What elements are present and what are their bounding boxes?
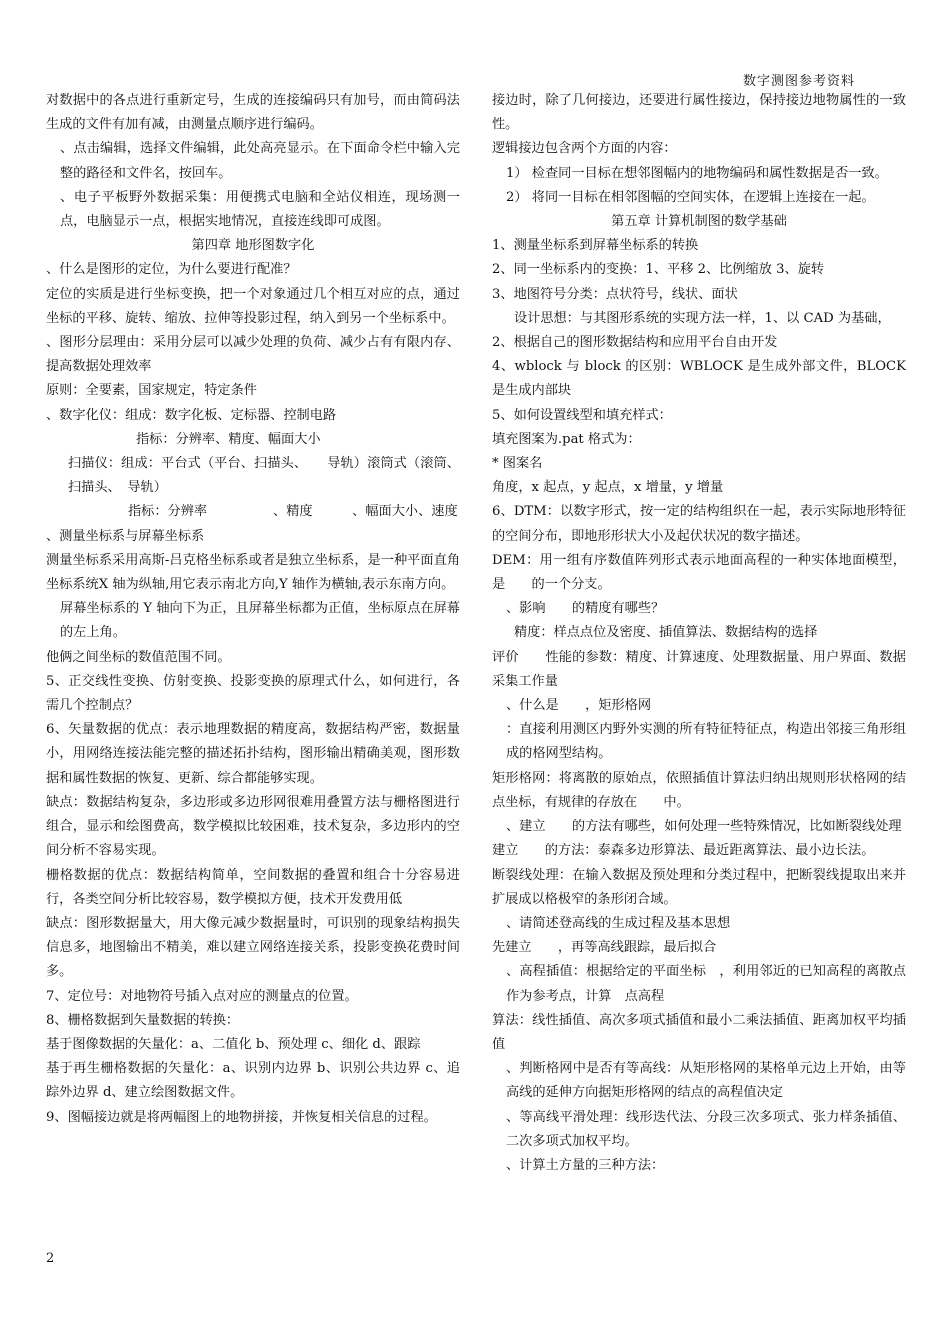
paragraph: 2、根据自己的图形数据结构和应用平台自由开发	[492, 335, 778, 351]
paragraph: 接边时，除了几何接边，还要进行属性接边，保持接边地物属性的一致性。	[492, 93, 906, 133]
chapter-heading: 第四章 地形图数字化	[191, 238, 315, 254]
paragraph: 7、定位号：对地物符号插入点对应的测量点的位置。	[46, 988, 358, 1004]
paragraph: 原则：全要素，国家规定，特定条件	[46, 383, 257, 399]
list-item: 2） 将同一目标在相邻图幅的空间实体，在逻辑上连接在一起。	[506, 189, 875, 205]
paragraph: 8、栅格数据到矢量数据的转换：	[46, 1012, 240, 1028]
paragraph: 、点击编辑，选择文件编辑，此处高亮显示。在下面命令栏中输入完整的路径和文件名，按回车。	[60, 141, 460, 181]
paragraph: 、请简述登高线的生成过程及基本思想	[506, 915, 731, 931]
paragraph: 屏幕坐标系的 Y 轴向下为正，且屏幕坐标都为正值，坐标原点在屏幕的左上角。	[60, 601, 460, 641]
paragraph: 、电子平板野外数据采集：用便携式电脑和全站仪相连，现场测一点，电脑显示一点，根据实地情况，直接连线即可成图。	[60, 189, 460, 230]
paragraph: 测量坐标系采用高斯-吕克格坐标系或者是独立坐标系，是一种平面直角坐标系统X 轴为纵轴,用它表示南北方向,Y 轴作为横轴,表示东南方向。	[46, 552, 460, 593]
paragraph: 指标：分辨率、精度、幅面大小	[136, 431, 321, 447]
paragraph: 缺点：图形数据量大，用大像元减少数据量时，可识别的现象结构损失信息多，地图输出不精美，难以建立网络连接关系，投影变换花费时间多。	[46, 915, 460, 980]
page-header: 数字测图参考资料	[743, 74, 856, 89]
list-item: 1） 检查同一目标在想邻图幅内的地物编码和属性数据是否一致。	[506, 165, 888, 181]
paragraph: 、什么是 ，矩形格网	[506, 698, 652, 714]
paragraph: 、影响 的精度有哪些？	[506, 601, 665, 617]
paragraph: 缺点：数据结构复杂，多边形或多边形网很难用叠置方法与栅格图进行组合，显示和绘图费高，数学模拟比较困难，技术复杂，多边形内的空间分析不容易实现。	[46, 794, 460, 859]
paragraph: 设计思想：与其图形系统的实现方法一样，1、以 CAD 为基础，	[514, 310, 891, 326]
page-number: 2	[46, 1251, 55, 1266]
paragraph: 基于图像数据的矢量化：a、二值化 b、预处理 c、细化 d、跟踪	[46, 1036, 421, 1052]
paragraph: 指标：分辨率 、精度 、幅面大小、速度	[128, 504, 458, 520]
paragraph: 6、矢量数据的优点：表示地理数据的精度高，数据结构严密，数据量小，用网络连接法能完整的描述拓扑结构，图形输出精确美观，图形数据和属性数据的恢复、更新、综合都能够实现。	[46, 722, 460, 786]
paragraph: 精度：样点点位及密度、插值算法、数据结构的选择	[514, 625, 818, 641]
chapter-heading: 第五章 计算机制图的数学基础	[611, 214, 787, 230]
paragraph: 6、DTM：以数字形式，按一定的结构组织在一起，表示实际地形特征的空间分布，即地形形状大小及起伏状况的数字描述。	[492, 504, 906, 544]
paragraph: 4、wblock 与 block 的区别：WBLOCK 是生成外部文件，BLOCK 是生成内部块	[492, 359, 906, 399]
paragraph: 对数据中的各点进行重新定号，生成的连接编码只有加号，而由简码法生成的文件有加有减，由测量点顺序进行编码。	[46, 93, 460, 133]
paragraph: 1、测量坐标系到屏幕坐标系的转换	[492, 238, 699, 254]
paragraph: 、图形分层理由：采用分层可以减少处理的负荷、减少占有有限内存、提高数据处理效率	[46, 335, 460, 375]
paragraph: 、高程插值：根据给定的平面坐标 ，利用邻近的已知高程的离散点作为参考点，计算 点高程	[506, 964, 906, 1004]
paragraph: 建立 的方法：泰森多边形算法、最近距离算法、最小边长法。	[492, 843, 875, 859]
paragraph: 、等高线平滑处理：线形迭代法、分段三次多项式、张力样条插值、二次多项式加权平均。	[506, 1109, 906, 1149]
paragraph: 、测量坐标系与屏幕坐标系	[46, 528, 205, 544]
paragraph: 先建立 ，再等高线跟踪，最后拟合	[492, 940, 717, 956]
paragraph: 5、如何设置线型和填充样式：	[492, 407, 672, 423]
right-column	[492, 89, 906, 1178]
paragraph: 算法：线性插值、高次多项式插值和最小二乘法插值、距离加权平均插值	[492, 1012, 906, 1052]
paragraph: ：直接利用测区内野外实测的所有特征特征点，构造出邻接三角形组成的格网型结构。	[506, 722, 906, 762]
paragraph: 、建立 的方法有哪些，如何处理一些特殊情况，比如断裂线处理	[506, 819, 902, 835]
paragraph: DEM：用一组有序数值阵列形式表示地面高程的一种实体地面模型，是 的一个分支。	[492, 552, 906, 593]
paragraph: 、数字化仪：组成：数字化板、定标器、控制电路	[46, 407, 337, 423]
left-column	[46, 89, 460, 1130]
paragraph: 栅格数据的优点：数据结构简单，空间数据的叠置和组合十分容易进行，各类空间分析比较容易，数学模拟方便，技术开发费用低	[46, 867, 460, 907]
paragraph: 、计算土方量的三种方法：	[506, 1157, 665, 1173]
paragraph: * 图案名	[492, 456, 543, 472]
paragraph: 3、地图符号分类：点状符号，线状、面状	[492, 286, 738, 302]
paragraph: 9、图幅接边就是将两幅图上的地物拼接，并恢复相关信息的过程。	[46, 1109, 437, 1125]
paragraph: 断裂线处理：在输入数据及预处理和分类过程中，把断裂线提取出来并扩展成以格极窄的条形闭合域。	[492, 867, 906, 907]
paragraph: 、判断格网中是否有等高线：从矩形格网的某格单元边上开始，由等高线的延伸方向据矩形格网的结点的高程值决定	[506, 1061, 906, 1101]
paragraph: 角度，x 起点，y 起点，x 增量，y 增量	[492, 480, 724, 496]
paragraph: 他俩之间坐标的数值范围不同。	[46, 649, 231, 665]
paragraph: 、什么是图形的定位，为什么要进行配准？	[46, 262, 297, 278]
paragraph: 逻辑接边包含两个方面的内容：	[492, 141, 677, 157]
paragraph: 基于再生栅格数据的矢量化：a、识别内边界 b、识别公共边界 c、追踪外边界 d、建立绘图数据文件。	[46, 1061, 460, 1101]
paragraph: 定位的实质是进行坐标变换，把一个对象通过几个相互对应的点，通过坐标的平移、旋转、缩放、拉伸等投影过程，纳入到另一个坐标系中。	[46, 286, 460, 326]
paragraph: 5、正交线性变换、仿射变换、投影变换的原理式什么，如何进行，各需几个控制点？	[46, 673, 460, 714]
paragraph: 矩形格网：将离散的原始点，依照插值计算法归纳出规则形状格网的结点坐标，有规律的存放在 中。	[492, 770, 906, 810]
paragraph: 扫描仪：组成：平台式（平台、扫描头、 导轨）滚筒式（滚筒、扫描头、 导轨）	[68, 456, 460, 496]
paragraph: 填充图案为.pat 格式为：	[492, 431, 641, 447]
paragraph: 评价 性能的参数：精度、计算速度、处理数据量、用户界面、数据采集工作量	[492, 649, 906, 689]
paragraph: 2、同一坐标系内的变换：1、平移 2、比例缩放 3、旋转	[492, 262, 825, 278]
